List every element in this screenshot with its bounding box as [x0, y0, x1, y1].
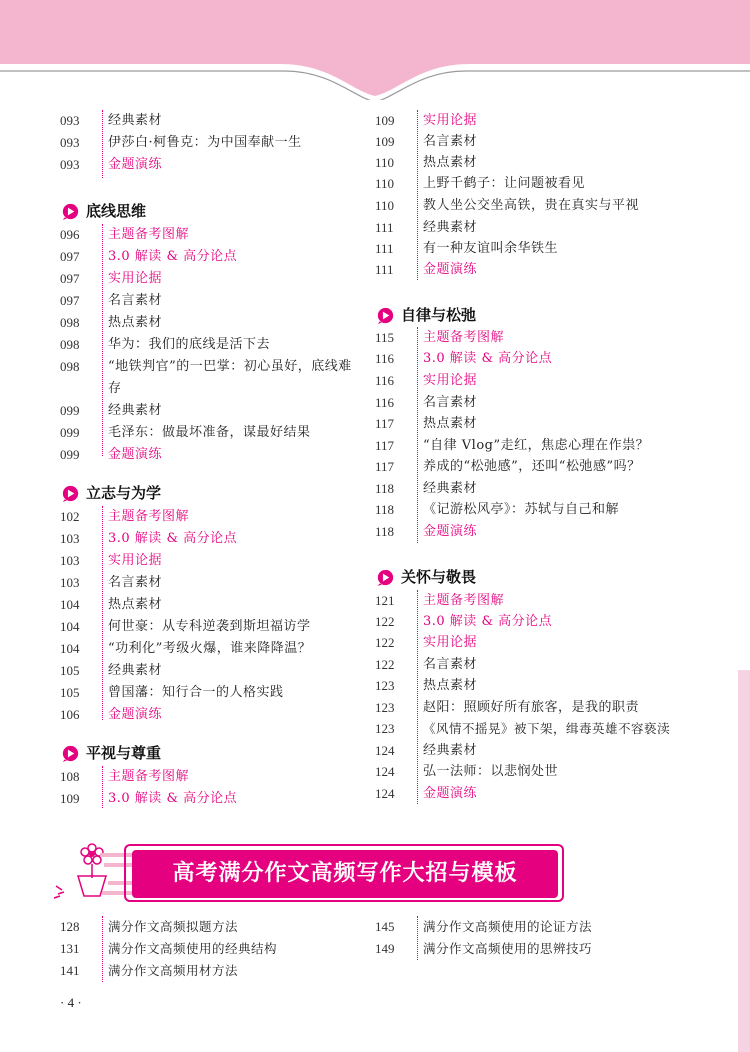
entry-title: 主题备考图解 — [108, 227, 190, 242]
entry-title: 满分作文高频使用的经典结构 — [108, 941, 278, 956]
entry-title: 华为：我们的底线是活下去 — [108, 337, 271, 352]
entry-page: 128 — [60, 919, 80, 934]
entry-title: 热点素材 — [423, 155, 478, 170]
entry-page: 099 — [60, 447, 80, 462]
entry-title: 弘一法师：以悲悯处世 — [423, 764, 559, 779]
entry-page: 115 — [375, 330, 395, 345]
entry-title: 名言素材 — [108, 575, 163, 590]
entry-page: 093 — [60, 113, 80, 128]
entry-page: 118 — [375, 481, 395, 496]
section-title: 立志与为学 — [86, 484, 162, 502]
entry-page: 103 — [60, 575, 80, 590]
entry-page: 109 — [60, 791, 80, 806]
entry-page: 105 — [60, 663, 80, 678]
entry-title: “地铁判官”的一巴掌：初心虽好，底线难存 — [108, 359, 352, 396]
entry-page: 098 — [60, 315, 80, 330]
entry-page: 124 — [375, 786, 395, 801]
entry-page: 111 — [375, 220, 394, 235]
entry-page: 109 — [375, 134, 395, 149]
entry-title: 热点素材 — [108, 315, 163, 330]
entry-title: 3.0 解读 & 高分论点 — [423, 351, 553, 366]
entry-page: 110 — [375, 198, 395, 213]
entry-title: 赵阳：照顾好所有旅客，是我的职责 — [423, 700, 640, 715]
entry-title: 金题演练 — [108, 447, 163, 462]
entry-page: 117 — [375, 416, 395, 431]
entry-page: 102 — [60, 509, 80, 524]
section-title: 关怀与敬畏 — [401, 568, 477, 586]
entry-page: 110 — [375, 155, 395, 170]
entry-title: 毛泽东：做最坏准备，谋最好结果 — [108, 425, 311, 440]
entry-title: 实用论据 — [423, 373, 478, 388]
entry-title: 名言素材 — [423, 134, 478, 149]
dotted-divider — [102, 224, 103, 456]
entry-page: 099 — [60, 425, 80, 440]
entry-page: 099 — [60, 403, 80, 418]
entry-title: 实用论据 — [108, 553, 163, 568]
entry-page: 111 — [375, 262, 394, 277]
entry-page: 122 — [375, 657, 395, 672]
entry-title: 3.0 解读 & 高分论点 — [423, 614, 553, 629]
play-bubble-icon — [62, 485, 79, 502]
entry-page: 103 — [60, 531, 80, 546]
entry-title: 教人坐公交坐高铁，贵在真实与平视 — [423, 198, 640, 213]
entry-page: 117 — [375, 459, 395, 474]
entry-page: 149 — [375, 941, 395, 956]
entry-title: 曾国藩：知行合一的人格实践 — [108, 685, 284, 700]
entry-title: 满分作文高频用材方法 — [108, 963, 239, 978]
dotted-divider — [102, 916, 103, 982]
entry-title: 满分作文高频使用的思辨技巧 — [423, 941, 593, 956]
entry-page: 117 — [375, 438, 395, 453]
entry-page: 118 — [375, 524, 395, 539]
entry-page: 145 — [375, 919, 395, 934]
dotted-divider — [417, 110, 418, 280]
entry-page: 104 — [60, 641, 80, 656]
entry-title: “功利化”考级火爆，谁来降降温？ — [108, 641, 312, 656]
entry-title: 有一种友谊叫余华铁生 — [423, 241, 559, 256]
entry-page: 141 — [60, 963, 80, 978]
entry-title: 金题演练 — [108, 707, 163, 722]
entry-title: 主题备考图解 — [108, 769, 190, 784]
entry-title: 经典素材 — [423, 220, 478, 235]
entry-title: 热点素材 — [423, 416, 478, 431]
entry-title: 上野千鹤子：让问题被看见 — [423, 176, 586, 191]
entry-page: 097 — [60, 271, 80, 286]
entry-title: 《风情不摇晃》被下架，缉毒英雄不容亵渎 — [423, 721, 671, 736]
entry-page: 116 — [375, 395, 395, 410]
entry-page: 124 — [375, 764, 395, 779]
side-stripe — [738, 670, 750, 1052]
entry-page: 105 — [60, 685, 80, 700]
entry-title: 名言素材 — [108, 293, 163, 308]
entry-page: 122 — [375, 614, 395, 629]
entry-title: 经典素材 — [423, 743, 478, 758]
dotted-divider — [102, 506, 103, 720]
entry-page: 098 — [60, 337, 80, 352]
entry-page: 111 — [375, 241, 394, 256]
entry-page: 110 — [375, 176, 395, 191]
entry-page: 093 — [60, 157, 80, 172]
entry-page: 097 — [60, 249, 80, 264]
entry-title: 主题备考图解 — [423, 593, 505, 608]
section-title: 平视与尊重 — [86, 744, 162, 762]
dotted-divider — [102, 110, 103, 178]
entry-page: 123 — [375, 678, 395, 693]
entry-title: 3.0 解读 & 高分论点 — [108, 531, 238, 546]
dotted-divider — [417, 916, 418, 960]
dotted-divider — [417, 590, 418, 804]
entry-title: 金题演练 — [423, 262, 478, 277]
entry-page: 096 — [60, 227, 80, 242]
page-number: · 4 · — [60, 995, 82, 1010]
chapter-banner[interactable]: 高考满分作文高频写作大招与模板 — [132, 850, 558, 898]
entry-title: 《记游松风亭》：苏轼与自己和解 — [423, 502, 620, 517]
entry-page: 093 — [60, 135, 80, 150]
entry-title: 金题演练 — [108, 157, 163, 172]
entry-title: 主题备考图解 — [108, 509, 190, 524]
entry-title: 何世豪：从专科逆袭到斯坦福访学 — [108, 619, 311, 634]
entry-title: 养成的“松弛感”，还叫“松弛感”吗？ — [423, 459, 641, 474]
header-band — [0, 0, 750, 100]
entry-page: 106 — [60, 707, 80, 722]
entry-title: 热点素材 — [423, 678, 478, 693]
entry-page: 131 — [60, 941, 80, 956]
entry-page: 116 — [375, 373, 395, 388]
entry-page: 104 — [60, 619, 80, 634]
entry-title: 金题演练 — [423, 786, 478, 801]
entry-page: 121 — [375, 593, 395, 608]
section-title: 自律与松弛 — [401, 306, 477, 324]
entry-title: 名言素材 — [423, 395, 478, 410]
play-bubble-icon — [377, 307, 394, 324]
entry-title: 名言素材 — [423, 657, 478, 672]
entry-title: “自律 Vlog”走红，焦虑心理在作祟？ — [423, 438, 650, 453]
entry-title: 经典素材 — [108, 663, 163, 678]
entry-page: 109 — [375, 113, 395, 128]
dotted-divider — [102, 766, 103, 808]
entry-page: 116 — [375, 351, 395, 366]
entry-title: 实用论据 — [423, 113, 478, 128]
entry-title: 主题备考图解 — [423, 330, 505, 345]
entry-page: 123 — [375, 700, 395, 715]
entry-title: 金题演练 — [423, 524, 478, 539]
section-title: 底线思维 — [86, 202, 147, 220]
entry-title: 伊莎白·柯鲁克：为中国奉献一生 — [108, 135, 302, 150]
entry-page: 108 — [60, 769, 80, 784]
entry-page: 097 — [60, 293, 80, 308]
entry-title: 经典素材 — [108, 113, 163, 128]
entry-title: 经典素材 — [423, 481, 478, 496]
entry-page: 118 — [375, 502, 395, 517]
entry-page: 104 — [60, 597, 80, 612]
entry-title: 实用论据 — [423, 635, 478, 650]
entry-title: 3.0 解读 & 高分论点 — [108, 249, 238, 264]
entry-title: 3.0 解读 & 高分论点 — [108, 791, 238, 806]
entry-page: 123 — [375, 721, 395, 736]
entry-page: 124 — [375, 743, 395, 758]
entry-title: 满分作文高频使用的论证方法 — [423, 919, 593, 934]
entry-page: 103 — [60, 553, 80, 568]
entry-page: 098 — [60, 359, 80, 374]
play-bubble-icon — [62, 745, 79, 762]
play-bubble-icon — [62, 203, 79, 220]
entry-title: 经典素材 — [108, 403, 163, 418]
entry-page: 122 — [375, 635, 395, 650]
play-bubble-icon — [377, 569, 394, 586]
entry-title: 满分作文高频拟题方法 — [108, 919, 239, 934]
entry-title: 热点素材 — [108, 597, 163, 612]
entry-title: 实用论据 — [108, 271, 163, 286]
dotted-divider — [417, 327, 418, 543]
